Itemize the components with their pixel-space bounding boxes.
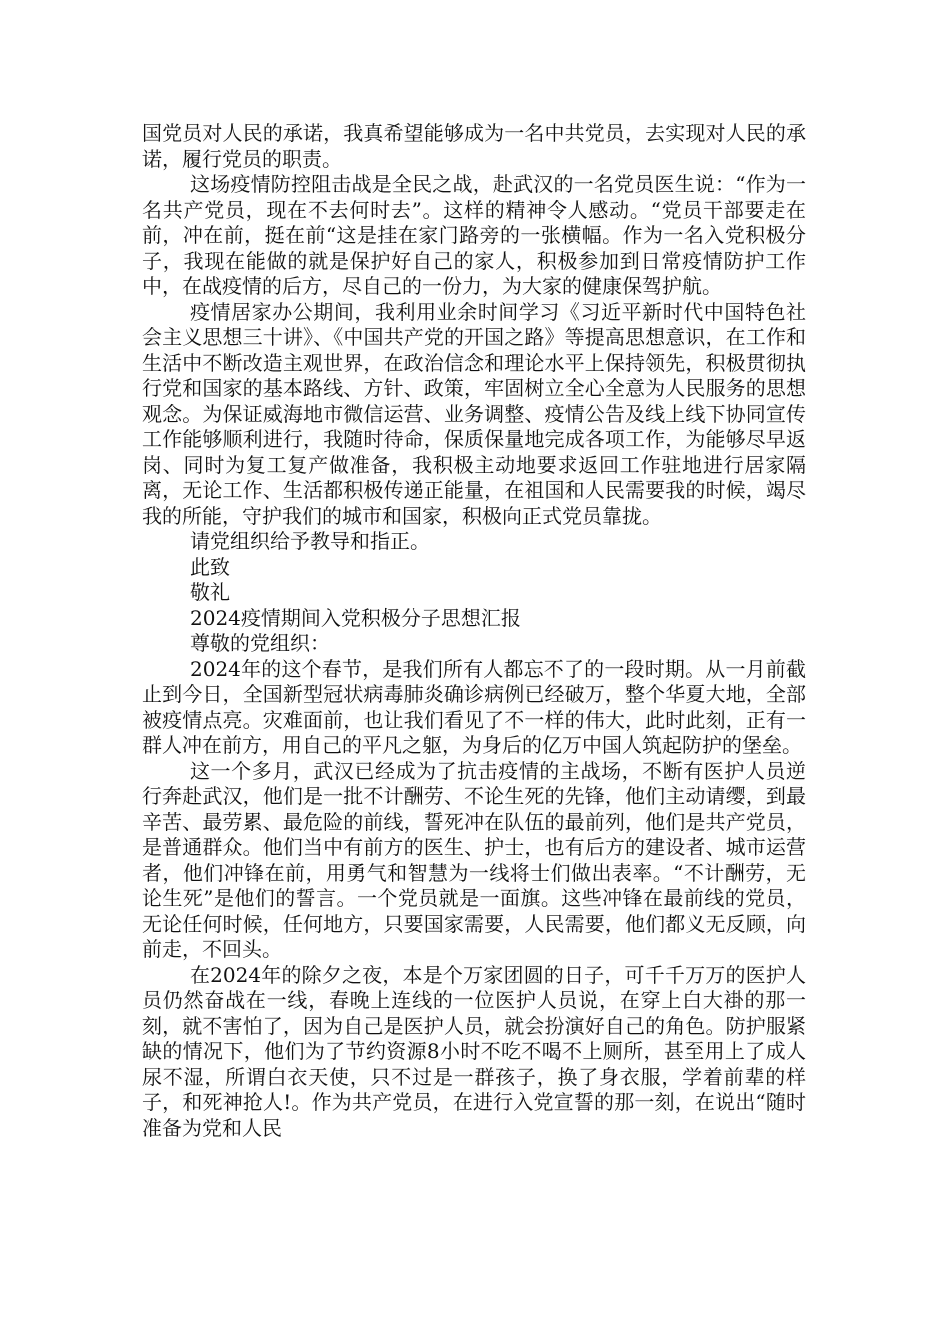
paragraph-spring-festival: 2024年的这个春节，是我们所有人都忘不了的一段时期。从一月前截止到今日，全国新型冠状病毒肺炎确诊病例已经破万，整个华夏大地，全部被疫情点亮。灾难面前，也让我们看见了不一样的伟大，此时此刻，正有一群人冲在前方，用自己的平凡之躯，为身后的亿万中国人筑起防护的堡垒。 [142, 656, 806, 757]
document-body [142, 121, 806, 1141]
closing-cizhi: 此致 [190, 554, 230, 579]
salutation: 尊敬的党组织： [190, 631, 330, 655]
paragraph-new-year-eve: 在2024年的除夕之夜，本是个万家团圆的日子，可千千万万的医护人员仍然奋战在一线，春晚上连线的一位医护人员说，在穿上白大褂的那一刻，就不害怕了，因为自己是医护人员，就会扮演好自己的角色。防护服紧缺的情况下，他们为了节约资源8小时不吃不喝不上厕所，甚至用上了成人尿不湿，所谓白衣天使，只不过是一群孩子，换了身衣服，学着前辈的样子，和死神抢人!。作为共产党员，在进行入党宣誓的那一刻，在说出“随时准备为党和人民 [142, 962, 806, 1140]
paragraph-request-guidance: 请党组织给予教导和指正。 [190, 529, 430, 553]
paragraph-wuhan-doctor: 这场疫情防控阻击战是全民之战，赴武汉的一名党员医生说：“作为一名共产党员，现在不去何时去”。这样的精神令人感动。“党员干部要走在前，冲在前，挺在前“这是挂在家门路旁的一张横幅。作为一名入党积极分子，我现在能做的就是保护好自己的家人，积极参加到日常疫情防护工作中，在战疫情的后方，尽自己的一份力，为大家的健康保驾护航。 [142, 172, 806, 298]
report-title: 2024疫情期间入党积极分子思想汇报 [190, 605, 521, 630]
paragraph-wuhan-frontline: 这一个多月，武汉已经成为了抗击疫情的主战场，不断有医护人员逆行奔赴武汉，他们是一批不计酬劳、不论生死的先锋，他们主动请缨，到最辛苦、最劳累、最危险的前线，誓死冲在队伍的最前列，他们是共产党员，是普通群众。他们当中有前方的医生、护士，也有后方的建设者、城市运营者，他们冲锋在前，用勇气和智慧为一线将士们做出表率。“不计酬劳，无论生死”是他们的誓言。一个党员就是一面旗。这些冲锋在最前线的党员，无论任何时候，任何地方，只要国家需要，人民需要，他们都义无反顾，向前走，不回头。 [142, 758, 806, 961]
paragraph-home-office-study: 疫情居家办公期间，我利用业余时间学习《习近平新时代中国特色社会主义思想三十讲》、《中国共产党的开国之路》等提高思想意识，在工作和生活中不断改造主观世界，在政治信念和理论水平上保持领先，积极贯彻执行党和国家的基本路线、方针、政策，牢固树立全心全意为人民服务的思想观念。为保证威海地市微信运营、业务调整、疫情公告及线上线下协同宣传工作能够顺利进行，我随时待命，保质保量地完成各项工作，为能够尽早返岗、同时为复工复产做准备，我积极主动地要求返回工作驻地进行居家隔离，无论工作、生活都积极传递正能量，在祖国和人民需要我的时候，竭尽我的所能，守护我们的城市和国家，积极向正式党员靠拢。 [142, 299, 806, 528]
closing-jingli: 敬礼 [190, 580, 230, 604]
paragraph-pledge-end: 国党员对人民的承诺，我真希望能够成为一名中共党员，去实现对人民的承诺，履行党员的职责。 [142, 121, 806, 171]
